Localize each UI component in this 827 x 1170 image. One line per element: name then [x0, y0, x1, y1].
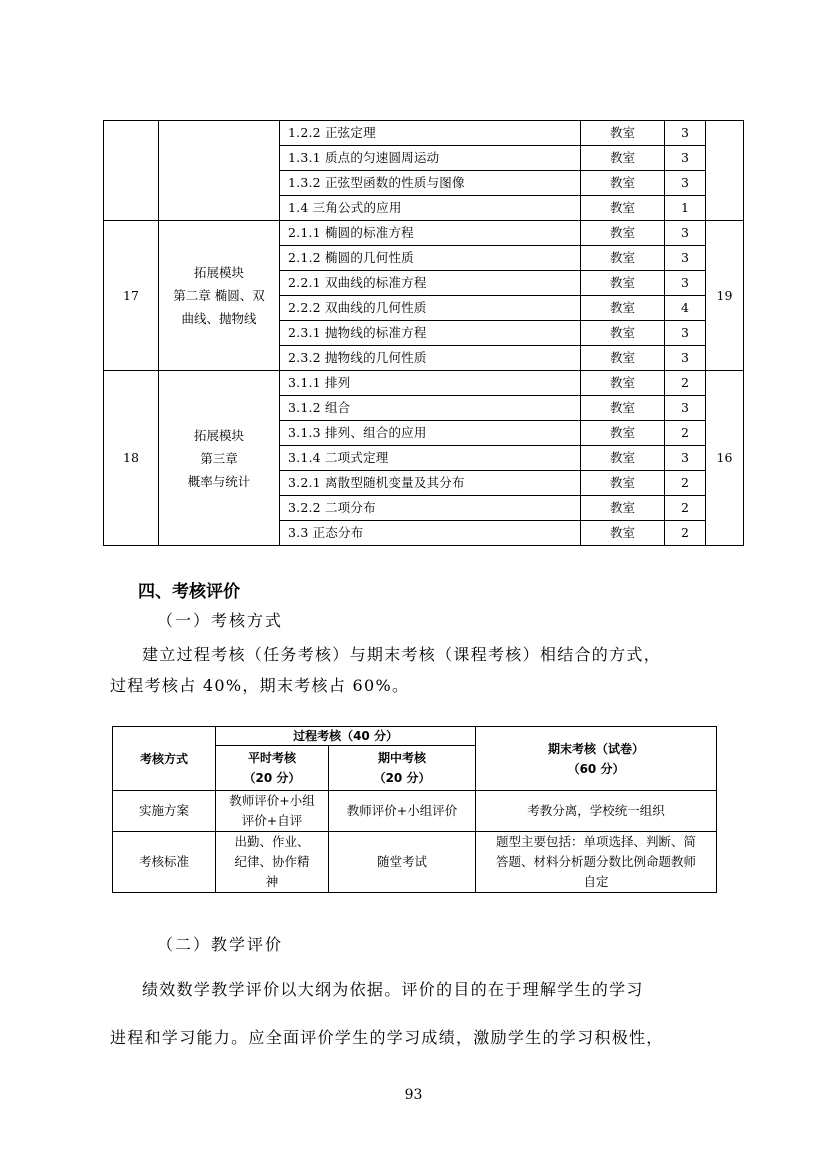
place-cell: 教室	[581, 296, 665, 321]
hours-cell: 2	[665, 371, 706, 396]
place-cell: 教室	[581, 371, 665, 396]
total-cell	[706, 121, 744, 221]
header-line: 平时考核	[247, 751, 296, 765]
topic-cell: 1.4 三角公式的应用	[280, 196, 581, 221]
page-number: 93	[404, 1087, 423, 1103]
topic-cell: 2.2.2 双曲线的几何性质	[280, 296, 581, 321]
hours-cell: 2	[665, 471, 706, 496]
hours-cell: 3	[665, 171, 706, 196]
module-line: 拓展模块	[193, 265, 244, 280]
topic-cell: 1.3.1 质点的匀速圆周运动	[280, 146, 581, 171]
table-cell: 出勤、作业、纪律、协作精神	[216, 832, 329, 893]
topic-cell: 3.2.1 离散型随机变量及其分布	[280, 471, 581, 496]
hours-cell: 3	[665, 146, 706, 171]
topic-cell: 2.3.1 抛物线的标准方程	[280, 321, 581, 346]
paragraph-line: 过程考核占 40%，期末考核占 60%。	[110, 676, 410, 695]
place-cell: 教室	[581, 271, 665, 296]
week-cell: 18	[104, 371, 159, 546]
topic-cell: 2.3.2 抛物线的几何性质	[280, 346, 581, 371]
topic-cell: 3.2.2 二项分布	[280, 496, 581, 521]
hours-cell: 2	[665, 496, 706, 521]
topic-cell: 2.2.1 双曲线的标准方程	[280, 271, 581, 296]
module-cell	[159, 121, 280, 221]
topic-cell: 3.1.3 排列、组合的应用	[280, 421, 581, 446]
hours-cell: 2	[665, 521, 706, 546]
module-line: 第二章 椭圆、双	[173, 288, 265, 303]
topic-cell: 3.1.2 组合	[280, 396, 581, 421]
place-cell: 教室	[581, 121, 665, 146]
week-cell	[104, 121, 159, 221]
place-cell: 教室	[581, 221, 665, 246]
place-cell: 教室	[581, 246, 665, 271]
paragraph	[110, 966, 722, 1062]
module-line: 概率与统计	[187, 473, 251, 489]
table-cell: 教师评价+小组评价+自评	[216, 791, 329, 832]
evaluation-table	[112, 726, 717, 893]
topic-cell: 2.1.1 椭圆的标准方程	[280, 221, 581, 246]
place-cell: 教室	[581, 196, 665, 221]
row-label-cell: 实施方案	[113, 791, 216, 832]
place-cell: 教室	[581, 146, 665, 171]
place-cell: 教室	[581, 396, 665, 421]
topic-cell: 3.3 正态分布	[280, 521, 581, 546]
module-cell	[159, 371, 280, 546]
paragraph	[110, 639, 722, 701]
place-cell: 教室	[581, 521, 665, 546]
paragraph-line: 建立过程考核（任务考核）与期末考核（课程考核）相结合的方式，	[142, 645, 662, 664]
header-cell	[329, 746, 476, 791]
table-row	[113, 832, 717, 893]
table-cell: 随堂考试	[329, 832, 476, 893]
module-line: 第三章	[200, 450, 238, 466]
hours-cell: 3	[665, 346, 706, 371]
topic-cell: 3.1.1 排列	[280, 371, 581, 396]
table-cell: 考教分离，学校统一组织	[476, 791, 717, 832]
hours-cell: 3	[665, 121, 706, 146]
hours-cell: 3	[665, 396, 706, 421]
hours-cell: 1	[665, 196, 706, 221]
table-row	[113, 727, 717, 746]
place-cell: 教室	[581, 321, 665, 346]
header-line: 期中考核	[378, 751, 427, 765]
subsection-heading: （二）教学评价	[157, 935, 284, 954]
section-heading: 四、考核评价	[138, 582, 240, 602]
place-cell: 教室	[581, 421, 665, 446]
week-cell: 17	[104, 221, 159, 371]
paragraph-line: 进程和学习能力。应全面评价学生的学习成绩，激励学生的学习积极性，	[110, 1028, 664, 1047]
table-cell: 题型主要包括：单项选择、判断、简答题、材料分析题分数比例命题教师自定	[476, 832, 717, 893]
header-cell: 考核方式	[113, 727, 216, 791]
place-cell: 教室	[581, 496, 665, 521]
table-row	[104, 371, 744, 396]
row-label-cell: 考核标准	[113, 832, 216, 893]
header-cell	[216, 746, 329, 791]
place-cell: 教室	[581, 446, 665, 471]
table-row	[104, 221, 744, 246]
paragraph-line: 绩效数学教学评价以大纲为依据。评价的目的在于理解学生的学习	[142, 980, 644, 999]
header-line: （60 分）	[567, 761, 625, 776]
hours-cell: 3	[665, 446, 706, 471]
table-row	[104, 121, 744, 146]
hours-cell: 4	[665, 296, 706, 321]
hours-cell: 3	[665, 246, 706, 271]
header-line: 期末考核（试卷）	[548, 741, 645, 756]
topic-cell: 1.3.2 正弦型函数的性质与图像	[280, 171, 581, 196]
hours-cell: 3	[665, 321, 706, 346]
topic-cell: 2.1.2 椭圆的几何性质	[280, 246, 581, 271]
module-line: 拓展模块	[193, 427, 244, 443]
hours-cell: 2	[665, 421, 706, 446]
table-cell: 教师评价+小组评价	[329, 791, 476, 832]
module-cell	[159, 221, 280, 371]
subsection-heading: （一）考核方式	[157, 611, 284, 630]
hours-cell: 3	[665, 221, 706, 246]
topic-cell: 3.1.4 二项式定理	[280, 446, 581, 471]
hours-cell: 3	[665, 271, 706, 296]
place-cell: 教室	[581, 346, 665, 371]
header-cell	[476, 727, 717, 791]
total-cell: 19	[706, 221, 744, 371]
module-line: 曲线、抛物线	[181, 311, 257, 326]
header-line: （20 分）	[243, 771, 301, 785]
topic-cell: 1.2.2 正弦定理	[280, 121, 581, 146]
header-line: （20 分）	[373, 771, 431, 785]
table-row	[113, 791, 717, 832]
syllabus-table	[103, 120, 744, 546]
total-cell: 16	[706, 371, 744, 546]
place-cell: 教室	[581, 171, 665, 196]
header-cell: 过程考核（40 分）	[216, 727, 476, 746]
place-cell: 教室	[581, 471, 665, 496]
